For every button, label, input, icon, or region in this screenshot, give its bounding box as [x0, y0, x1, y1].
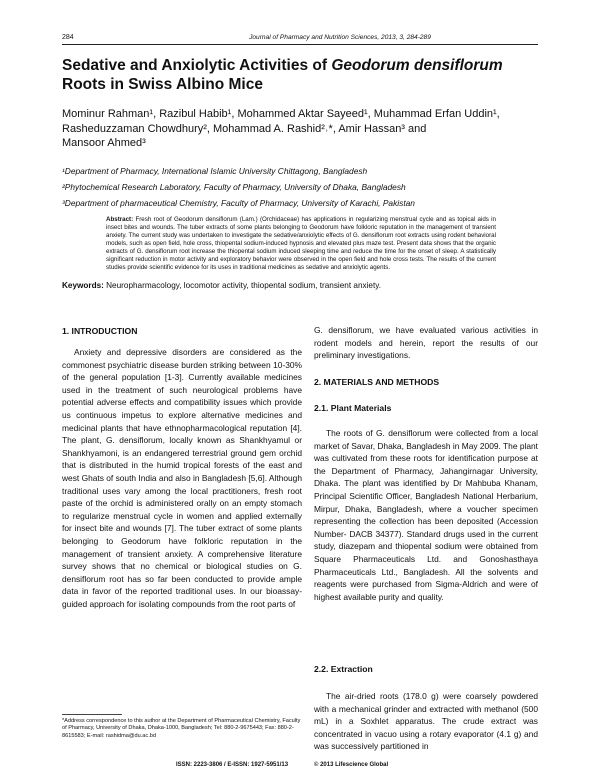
- author-line: Rasheduzzaman Chowdhury², Mohammad A. Rashid²˒*, Amir Hassan³ and: [62, 122, 427, 135]
- footnote-rule: [62, 714, 122, 715]
- intro-continuation: G. densiflorum, we have evaluated various activities in rodent models and herein, report the results of our preliminary investigations.: [314, 325, 538, 361]
- section-heading: 2. MATERIALS AND METHODS: [314, 377, 440, 387]
- subsection-heading: 2.1. Plant Materials: [314, 403, 392, 413]
- abstract: Abstract: Fresh root of Geodorum densiflorum (Lam.) (Orchidaceae) has applications in regularizing menstrual cycle and as topical aids in insect bites and wounds. The tuber extracts of some plants belonging to Geodorum have folkloric reputation in the management of transient anxiety. The current study was undertaken to investigate the sedative/anxiolytic effects of G. densiflorum root extracts using rodent behavioral models, such as open field, hole cross, thiopental sodium-induced hypnosis and elevated plus maze test. Present data shows that the organic extracts of G. densiflorum root increase the thiopental sodium induced sleeping time and reduce the time for the onset of sleep. A statistically significant reduction in motor activity and exploratory behavior were observed in the open field and hole cross tests. The results of the current studies provide scientific evidence for its uses in traditional medicines as sedative and anxiolytic agents.: [106, 216, 496, 271]
- affiliation: ¹Department of Pharmacy, International Islamic University Chittagong, Bangladesh: [62, 166, 368, 176]
- correspondence-footnote: *Address correspondence to this author at the Department of Pharmaceutical Chemistry, Faculty of Pharmacy, University of Dhaka, Dhaka-1000, Bangladesh; Tel: 880-2-9675443; Fax: 880-2-8615583; E-mail: rashidma@du.ac.bd: [62, 718, 301, 739]
- article-title: Sedative and Anxiolytic Activities of Geodorum densiflorum Roots in Swiss Albino Mice: [62, 57, 503, 93]
- issn: ISSN: 2223-3806 / E-ISSN: 1927-5951/13: [176, 762, 289, 768]
- keywords: Keywords: Neuropharmacology, locomotor activity, thiopental sodium, transient anxiety.: [62, 281, 382, 290]
- section-heading: 1. INTRODUCTION: [62, 326, 138, 336]
- affiliation: ³Department of pharmaceutical Chemistry, Faculty of Pharmacy, University of Karachi, Pakistan: [62, 198, 415, 208]
- header-rule: [62, 44, 538, 45]
- author-list: [62, 107, 542, 151]
- intro-text: Anxiety and depressive disorders are considered as the commonest psychiatric disease burden striking between 10-30% of the general population [1-3]. Currently available medicines used in the treatment of such neurological problems have potential adverse effects and compatibility issues which provide us continuous impetus to explore alternative medicines and medicinal plants that have ethnopharmacological reputation [4]. The plant, G. densiflorum, locally known as Shankhyamul or Shankhyamoni, is an endangered terrestrial ground gem orchid that is distributed in the humid tropical forests of the east and west Ghats of south India and also in Bangladesh [5,6]. Although traditional uses vary among the local practitioners, fresh root paste of the orchid is administered orally on an empty stomach to regularize menstrual cycle in women and applied externally for insect bite and wounds [7]. The tuber extract of some plants belonging to Geodorum have folkloric reputation in the management of transient anxiety. A comprehensive literature survey shows that no chemical or biological studies on G. densiflorum root has so far been conducted to provide ample data in favor of the reported traditional uses. In our bioassay-guided approach for isolating compounds from the root parts of: [62, 347, 302, 609]
- subsection-heading: 2.2. Extraction: [314, 664, 373, 674]
- author-line: Mansoor Ahmed³: [62, 137, 146, 150]
- journal-header: Journal of Pharmacy and Nutrition Sciences, 2013, 3, 284-289: [249, 34, 431, 41]
- extraction-text: The air-dried roots (178.0 g) were coarsely powdered with a mechanical grinder and extracted with methanol (500 mL) in a Soxhlet apparatus. The crude extract was concentrated in vacuo using a rotary evaporator (4.1 g) and was successively partitioned in: [314, 691, 538, 752]
- affiliation: ²Phytochemical Research Laboratory, Faculty of Pharmacy, University of Dhaka, Bangladesh: [62, 182, 406, 192]
- copyright: © 2013 Lifescience Global: [314, 762, 389, 768]
- plant-materials-text: The roots of G. densiflorum were collected from a local market of Savar, Dhaka, Bangladesh in May 2009. The plant was cultivated from these roots for identification purpose at the Department of Pharmacy, Jahangirnagar University, Dhaka. The plant was identified by Dr Mahbuba Khanam, Principal Scientific Officer, Bangladesh National Herbarium, Mirpur, Dhaka, Bangladesh, where a voucher specimen representing the collection has been deposited (Accession Number- DACB 34377). Standard drugs used in the current study, diazepam and thiopental sodium were obtained from Square Pharmaceuticals Ltd. and Gonoshasthaya Pharmaceuticals Ltd., Bangladesh. All the solvents and reagents were purchased from Sigma-Aldrich and were of highest available purity and quality.: [314, 428, 538, 602]
- page-number: 284: [62, 34, 74, 41]
- author-line: Mominur Rahman¹, Razibul Habib¹, Mohammed Aktar Sayeed¹, Muhammad Erfan Uddin¹,: [62, 108, 500, 120]
